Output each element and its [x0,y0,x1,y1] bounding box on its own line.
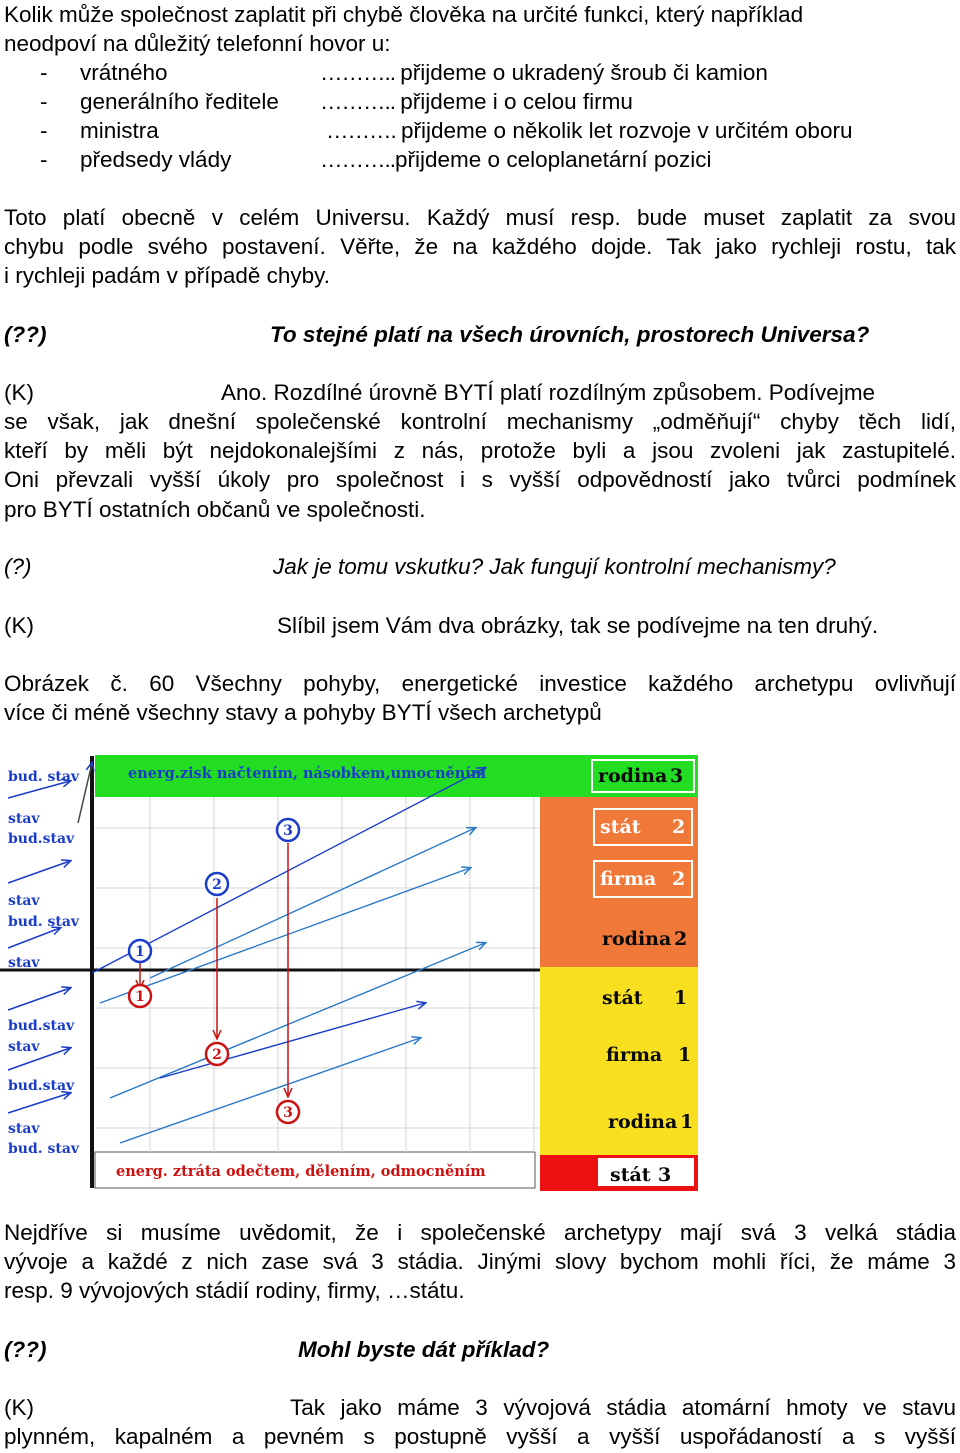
question-text: Mohl byste dát příklad? [298,1337,550,1362]
paragraph-line: Toto platí obecně v celém Universu. Každý musí resp. bude muset zaplatit za svou [4,205,956,230]
right-label-number: 1 [680,1111,694,1133]
paragraph-line: resp. 9 vývojových stádií rodiny, firmy, …státu. [4,1278,465,1304]
red-circle-number: 3 [283,1105,293,1121]
list-dots: ……….. [320,89,401,114]
list-dash: - [40,60,48,85]
paragraph-line: plynném, kapalném a pevném s postupně vyšší a vyšší uspořádaností a s vyšší [4,1424,956,1449]
left-label: stav [8,1121,40,1137]
list-consequence [320,58,768,87]
left-label: bud.stav [8,1078,75,1094]
right-label-name: stát [600,816,641,838]
paragraph-line: pro BYTÍ ostatních občanů ve společnosti. [4,496,426,522]
red-circle-number: 2 [212,1047,222,1063]
left-label: stav [8,955,40,971]
right-label-name: firma [606,1044,663,1066]
left-label: bud. stav [8,1141,80,1157]
answer-tag: (K) [4,1395,34,1420]
paragraph-line: Nejdříve si musíme uvědomit, že i společenské archetypy mají svá 3 velká stádia [4,1220,956,1245]
paragraph-stages [4,1218,956,1306]
paragraph-line: se však, jak dnešní společenské kontrolní mechanismy „odměňují“ chyby těch lidí, [4,409,956,434]
question-tag: (??) [4,1337,47,1362]
figure-caption [4,669,956,727]
paragraph-universe [4,203,956,291]
answer-first-line: Tak jako máme 3 vývojová stádia atomární hmoty ve stavu [290,1395,956,1420]
left-label: bud.stav [8,1018,75,1034]
answer-paragraph [4,1422,956,1451]
right-label-number: 1 [674,987,688,1009]
paragraph-line: Oni převzali vyšší úkoly pro společnost i s vyšší odpovědností jako tvůrci podmínek [4,467,956,493]
list-what: přijdeme o několik let rozvoje v určitém oboru [401,118,853,143]
caption-line: Obrázek č. 60 Všechny pohyby, energetické investice každého archetypu ovlivňují [4,671,956,696]
intro-line-2: neodpoví na důležitý telefonní hovor u: [4,31,391,56]
gain-band-label: energ.zisk načtením, násobkem,umocněním [128,765,487,782]
answer-tag: (K) [4,613,34,638]
blue-circle-number: 3 [283,823,293,839]
answer-text: Slíbil jsem Vám dva obrázky, tak se podívejme na ten druhý. [277,613,879,638]
right-label-name: rodina [608,1111,678,1133]
left-label: bud.stav [8,831,75,847]
list-what: přijdeme o ukradený šroub či kamion [400,60,768,85]
answer-paragraph [4,407,956,524]
loss-band-label: energ. ztráta odečtem, dělením, odmocněním [116,1163,486,1180]
right-label-number: 2 [672,816,686,838]
list-dash: - [40,118,48,143]
right-label-name: rodina [598,765,668,787]
right-label-name: stát [610,1164,651,1186]
right-label-number: 3 [670,765,684,787]
left-label: bud. stav [8,769,80,785]
list-who: ministra [80,118,159,143]
right-label-number: 3 [658,1164,672,1186]
list-what: přijdeme i o celou firmu [400,89,633,114]
left-label: stav [8,893,40,909]
right-label-number: 1 [678,1044,692,1066]
paragraph-line: kteří by měli být nejdokonalejšími z nás, protože byli a jsou zvoleni jak zastupitelé. [4,438,956,464]
question-tag: (??) [4,322,47,347]
list-who: předsedy vlády [80,147,232,172]
answer-first-line: Ano. Rozdílné úrovně BYTÍ platí rozdílným způsobem. Podívejme [221,380,876,405]
left-label: bud. stav [8,914,80,930]
list-dash: - [40,89,48,114]
list-what: přijdeme o celoplanetární pozici [395,147,712,172]
list-who: vrátného [80,60,168,85]
right-label-number: 2 [674,928,688,950]
question-text: Jak je tomu vskutku? Jak fungují kontrolní mechanismy? [273,554,836,579]
right-label-name: rodina [602,928,672,950]
right-label-number: 2 [672,868,686,890]
list-who: generálního ředitele [80,89,279,114]
list-dots: ……….. [320,60,401,85]
list-dots: ………. [326,118,402,143]
list-dash: - [40,147,48,172]
paragraph-line: i rychleji padám v případě chyby. [4,263,330,289]
archetype-diagram [0,748,700,1193]
intro-line-1: Kolik může společnost zaplatit při chybě člověka na určité funkci, který například [4,2,804,27]
list-dots: ……….. [320,147,396,172]
paragraph-line: vývoje a každé z nich zase svá 3 stádia. Jinými slovy bychom mohli říci, že máme 3 [4,1249,956,1275]
left-label: stav [8,811,40,827]
question-text: To stejné platí na všech úrovních, prostorech Universa? [270,322,870,347]
answer-tag: (K) [4,380,34,405]
right-label-name: stát [602,987,643,1009]
list-consequence [320,87,633,116]
list-consequence [326,116,852,145]
list-consequence [320,145,711,174]
paragraph-line: chybu podle svého postavení. Věřte, že na každého dojde. Tak jako rychleji rostu, tak [4,234,956,260]
red-circle-number: 1 [135,989,145,1005]
left-label: stav [8,1039,40,1055]
question-tag: (?) [4,554,32,579]
caption-line: více či méně všechny stavy a pohyby BYTÍ všech archetypů [4,700,602,726]
blue-circle-number: 1 [135,944,145,960]
right-label-name: firma [600,868,657,890]
blue-circle-number: 2 [212,877,222,893]
